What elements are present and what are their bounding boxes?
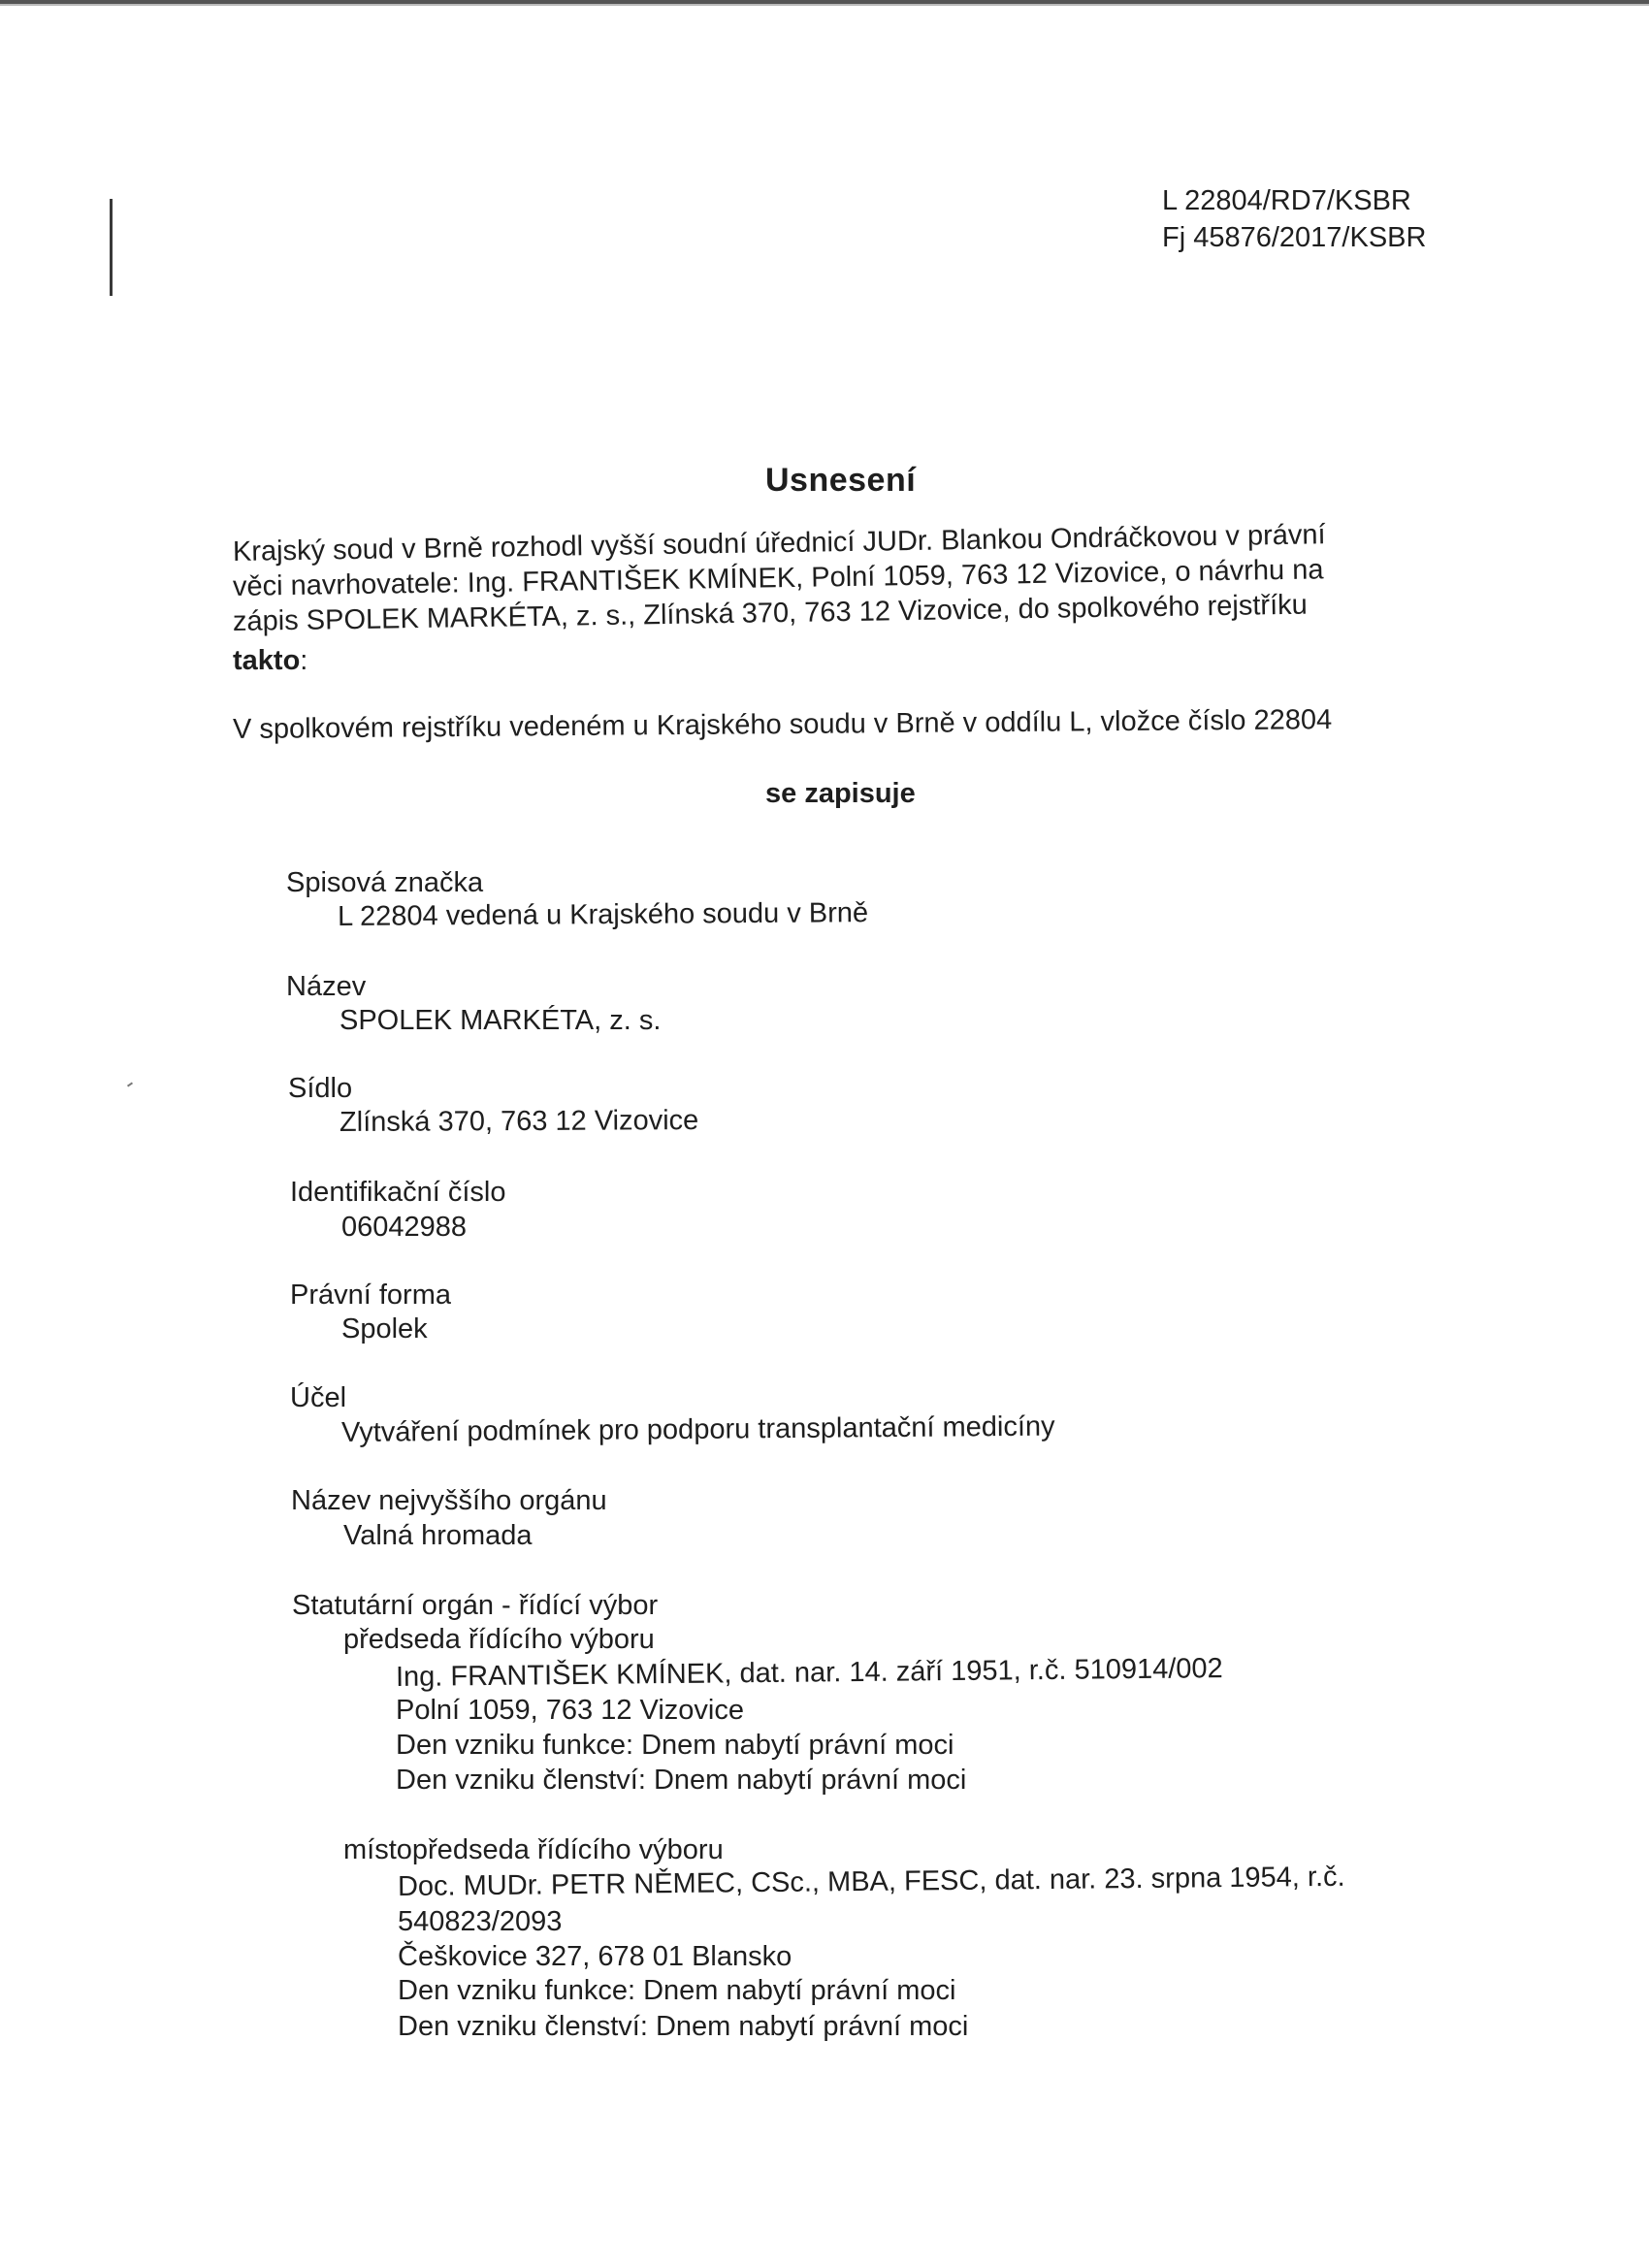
takto-colon: : (300, 645, 308, 676)
scan-speck (127, 1082, 133, 1086)
ico-value: 06042988 (341, 1212, 468, 1243)
nazev-label: Název (286, 971, 367, 1002)
intro-line-1: Krajský soud v Brně rozhodl vyšší soudní úřednicí JUDr. Blankou Ondráčkovou v právní (232, 519, 1326, 567)
reference-number-1: L 22804/RD7/KSBR (1162, 185, 1411, 216)
spisova-znacka-value: L 22804 vedená u Krajského soudu v Brně (337, 897, 869, 932)
reference-number-2: Fj 45876/2017/KSBR (1162, 222, 1427, 253)
ucel-label: Účel (290, 1382, 347, 1413)
intro-takto (233, 644, 307, 677)
register-sentence: V spolkovém rejstříku vedeném u Krajského soudu v Brně v oddílu L, vložce číslo 22804 (232, 704, 1333, 745)
chair-membership-start: Den vzniku členství: Dnem nabytí právní moci (396, 1765, 967, 1796)
statutory-body-label: Statutární orgán - řídící výbor (292, 1590, 659, 1621)
se-zapisuje-heading: se zapisuje (765, 778, 916, 809)
nejvyssi-organ-label: Název nejvyššího orgánu (291, 1485, 607, 1516)
margin-mark (110, 199, 113, 296)
chair-role: předseda řídícího výboru (343, 1624, 655, 1655)
chair-function-start: Den vzniku funkce: Dnem nabytí právní moci (396, 1730, 954, 1761)
vice-chair-function-start: Den vzniku funkce: Dnem nabytí právní moci (398, 1975, 956, 2006)
takto-word: takto (233, 645, 301, 676)
sidlo-value: Zlínská 370, 763 12 Vizovice (339, 1105, 699, 1138)
ico-label: Identifikační číslo (290, 1177, 506, 1208)
vice-chair-role: místopředseda řídícího výboru (343, 1834, 724, 1865)
nejvyssi-organ-value: Valná hromada (343, 1520, 533, 1551)
scan-top-shadow (0, 4, 1649, 6)
intro-line-2: věci navrhovatele: Ing. FRANTIŠEK KMÍNEK, Polní 1059, 763 12 Vizovice, o návrhu na (232, 554, 1324, 602)
vice-chair-address: Češkovice 327, 678 01 Blansko (398, 1941, 792, 1972)
chair-name: Ing. FRANTIŠEK KMÍNEK, dat. nar. 14. září 1951, r.č. 510914/002 (395, 1653, 1223, 1693)
vice-chair-membership-start: Den vzniku členství: Dnem nabytí právní moci (398, 2011, 969, 2042)
chair-address: Polní 1059, 763 12 Vizovice (396, 1695, 745, 1726)
nazev-value: SPOLEK MARKÉTA, z. s. (340, 1005, 662, 1036)
sidlo-label: Sídlo (288, 1073, 353, 1104)
pravni-forma-value: Spolek (341, 1313, 428, 1345)
intro-line-3: zápis SPOLEK MARKÉTA, z. s., Zlínská 370, 763 12 Vizovice, do spolkového rejstříku (232, 589, 1309, 637)
spisova-znacka-label: Spisová značka (286, 867, 484, 898)
vice-chair-id: 540823/2093 (398, 1906, 563, 1937)
pravni-forma-label: Právní forma (290, 1280, 451, 1311)
vice-chair-name: Doc. MUDr. PETR NĚMEC, CSc., MBA, FESC, dat. nar. 23. srpna 1954, r.č. (397, 1861, 1345, 1902)
document-title: Usnesení (765, 462, 917, 499)
ucel-value: Vytváření podmínek pro podporu transplantační medicíny (340, 1410, 1055, 1448)
